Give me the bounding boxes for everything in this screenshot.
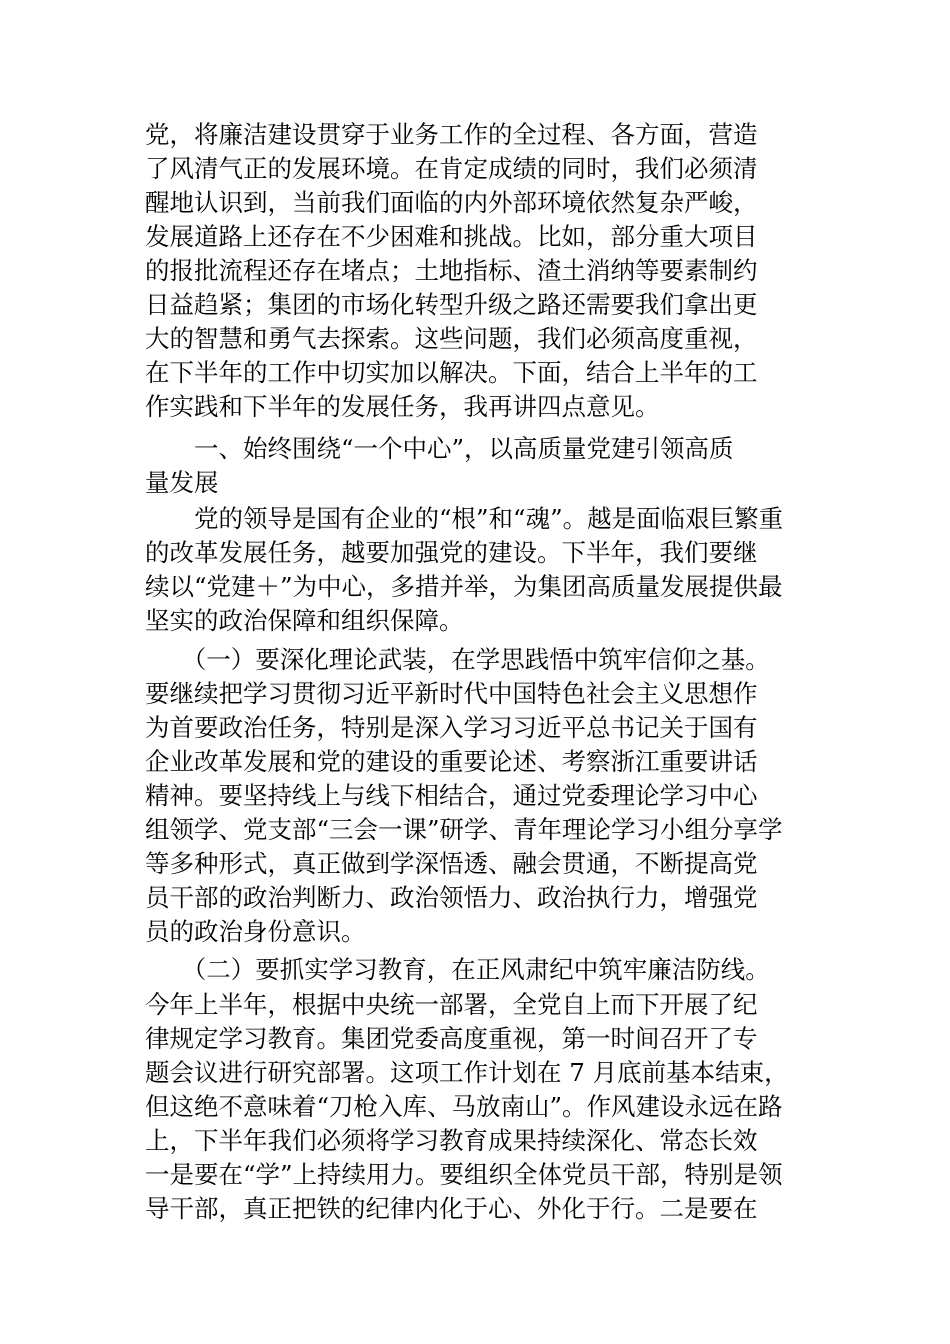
- subsection-heading: （一）要深化理论武装，在学思践悟中筑牢信仰之基。: [145, 645, 770, 674]
- text-line: 大的智慧和勇气去探索。这些问题，我们必须高度重视，: [145, 324, 758, 353]
- text-line: 为首要政治任务，特别是深入学习习近平总书记关于国有: [145, 713, 758, 742]
- text-line: 醒地认识到，当前我们面临的内外部环境依然复杂严峻，: [145, 188, 758, 217]
- text-line: 一是要在“学”上持续用力。要组织全体党员干部，特别是领: [145, 1160, 783, 1189]
- text-line: 员干部的政治判断力、政治领悟力、政治执行力，增强党: [145, 883, 758, 912]
- text-line: 党的领导是国有企业的“根”和“魂”。越是面临艰巨繁重: [145, 504, 784, 533]
- text-line: 导干部，真正把铁的纪律内化于心、外化于行。二是要在: [145, 1194, 758, 1223]
- text-line: 在下半年的工作中切实加以解决。下面，结合上半年的工: [145, 358, 758, 387]
- text-line: 的改革发展任务，越要加强党的建设。下半年，我们要继: [145, 538, 758, 567]
- text-line: 坚实的政治保障和组织保障。: [145, 606, 464, 635]
- subsection-heading: （二）要抓实学习教育，在正风肃纪中筑牢廉洁防线。: [145, 955, 770, 984]
- section-heading: 量发展: [145, 468, 219, 497]
- text-line: 但这绝不意味着“刀枪入库、马放南山”。作风建设永远在路: [145, 1092, 783, 1121]
- text-line: 发展道路上还存在不少困难和挑战。比如，部分重大项目: [145, 222, 758, 251]
- text-line: 作实践和下半年的发展任务，我再讲四点意见。: [145, 392, 660, 421]
- text-line: 等多种形式，真正做到学深悟透、融会贯通，不断提高党: [145, 849, 758, 878]
- text-line: 律规定学习教育。集团党委高度重视，第一时间召开了专: [145, 1024, 758, 1053]
- text-line: 续以“党建＋”为中心，多措并举，为集团高质量发展提供最: [145, 572, 783, 601]
- text-line: 组领学、党支部“三会一课”研学、青年理论学习小组分享学: [145, 815, 783, 844]
- text-line: 要继续把学习贯彻习近平新时代中国特色社会主义思想作: [145, 679, 758, 708]
- text-line: 今年上半年，根据中央统一部署，全党自上而下开展了纪: [145, 990, 758, 1019]
- text-line: 精神。要坚持线上与线下相结合，通过党委理论学习中心: [145, 781, 758, 810]
- text-line: 的报批流程还存在堵点；土地指标、渣土消纳等要素制约: [145, 256, 758, 285]
- text-line: 企业改革发展和党的建设的重要论述、考察浙江重要讲话: [145, 747, 758, 776]
- text-line: 员的政治身份意识。: [145, 917, 366, 946]
- text-line: 党，将廉洁建设贯穿于业务工作的全过程、各方面，营造: [145, 120, 758, 149]
- section-heading: 一、始终围绕“一个中心”，以高质量党建引领高质: [145, 434, 734, 463]
- text-line: 题会议进行研究部署。这项工作计划在 7 月底前基本结束，: [145, 1058, 789, 1087]
- text-line: 了风清气正的发展环境。在肯定成绩的同时，我们必须清: [145, 154, 758, 183]
- text-line: 上，下半年我们必须将学习教育成果持续深化、常态长效: [145, 1126, 758, 1155]
- text-line: 日益趋紧；集团的市场化转型升级之路还需要我们拿出更: [145, 290, 758, 319]
